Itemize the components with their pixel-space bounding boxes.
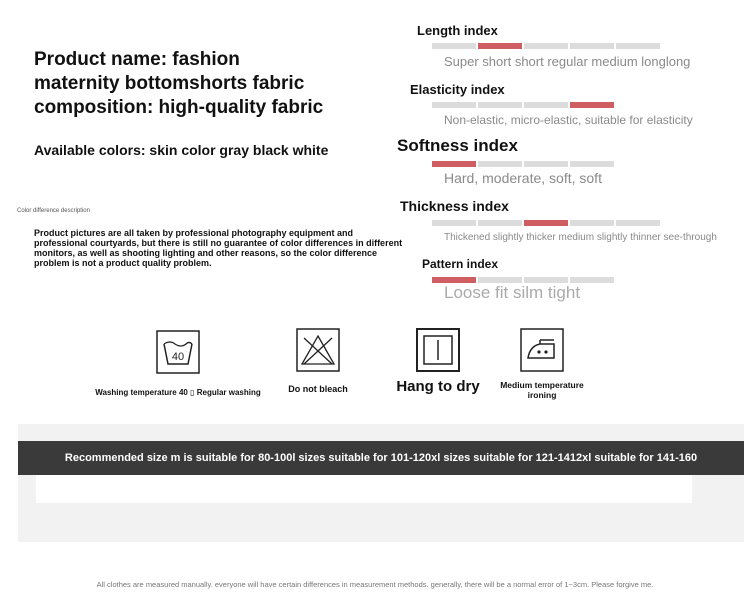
care-label: Medium temperature ironing — [500, 380, 584, 400]
iron-medium-icon — [520, 328, 564, 372]
index-title: Length index — [417, 23, 498, 38]
index-segment — [524, 43, 568, 49]
color-difference-label: Color difference description — [17, 208, 90, 214]
index-segment — [570, 220, 614, 226]
index-segment — [616, 43, 660, 49]
index-segment-active — [432, 161, 476, 167]
thickness-index-bar — [432, 220, 660, 226]
available-colors: Available colors: skin color gray black white — [34, 142, 329, 158]
hang-dry-icon — [416, 328, 460, 372]
index-segment — [432, 43, 476, 49]
index-segment-active — [570, 102, 614, 108]
care-bleach — [278, 328, 358, 394]
index-segment — [570, 161, 614, 167]
size-recommendation: Recommended size m is suitable for 80-100l sizes suitable for 101-120xl sizes suitable for 121-1412xl suitable for 141-160 — [18, 441, 744, 475]
product-title-line: composition: high-quality fabric — [34, 97, 324, 118]
index-segment-active — [524, 220, 568, 226]
index-segment — [432, 220, 476, 226]
index-title: Pattern index — [422, 257, 499, 271]
no-bleach-icon — [296, 328, 340, 372]
elasticity-index — [410, 82, 505, 97]
index-title: Thickness index — [400, 198, 509, 214]
index-desc: Thickened slightly thicker medium slightly thinner see-through — [444, 232, 717, 243]
length-index-bar — [432, 43, 660, 49]
index-segment — [478, 102, 522, 108]
product-title-line: maternity bottomshorts fabric — [34, 73, 305, 94]
softness-index — [397, 136, 518, 156]
index-title: Elasticity index — [410, 82, 505, 97]
measurement-note: All clothes are measured manually. everyone will have certain differences in measurement methods. generally, there will be a normal error of 1~3cm. Please forgive me. — [96, 580, 654, 589]
thickness-index — [400, 198, 509, 214]
index-title: Softness index — [397, 136, 518, 155]
softness-index-bar — [432, 161, 614, 167]
wash-40-icon — [156, 330, 200, 374]
care-label: Do not bleach — [288, 384, 348, 394]
product-title — [34, 48, 394, 120]
care-label: Washing temperature 40 ▯ Regular washing — [95, 388, 261, 397]
index-desc: Hard, moderate, soft, soft — [444, 170, 602, 186]
index-desc: Super short short regular medium longlong — [444, 54, 691, 69]
index-segment — [478, 220, 522, 226]
length-index — [417, 23, 498, 38]
elasticity-index-bar — [432, 102, 614, 108]
index-segment — [524, 102, 568, 108]
index-segment-active — [478, 43, 522, 49]
size-table-area — [36, 475, 692, 503]
wash-temperature: 40 — [171, 351, 185, 363]
care-iron — [497, 328, 587, 400]
pattern-index — [422, 257, 498, 271]
index-segment — [524, 161, 568, 167]
index-segment — [570, 43, 614, 49]
index-segment — [478, 161, 522, 167]
index-desc: Non-elastic, micro-elastic, suitable for elasticity — [444, 113, 693, 127]
index-desc: Loose fit silm tight — [444, 283, 581, 302]
care-label: Hang to dry — [396, 378, 480, 395]
care-hang — [383, 328, 493, 395]
index-segment — [616, 220, 660, 226]
index-segment — [432, 102, 476, 108]
color-difference-text: Product pictures are all taken by professional photography equipment and professional courtyards, but there is still no guarantee of color differences in different monitors, as well as shooting lighting and other reasons, so the color difference problem is not a product quality problem. — [34, 228, 403, 268]
product-title-line: Product name: fashion — [34, 49, 240, 70]
care-wash — [88, 330, 268, 397]
